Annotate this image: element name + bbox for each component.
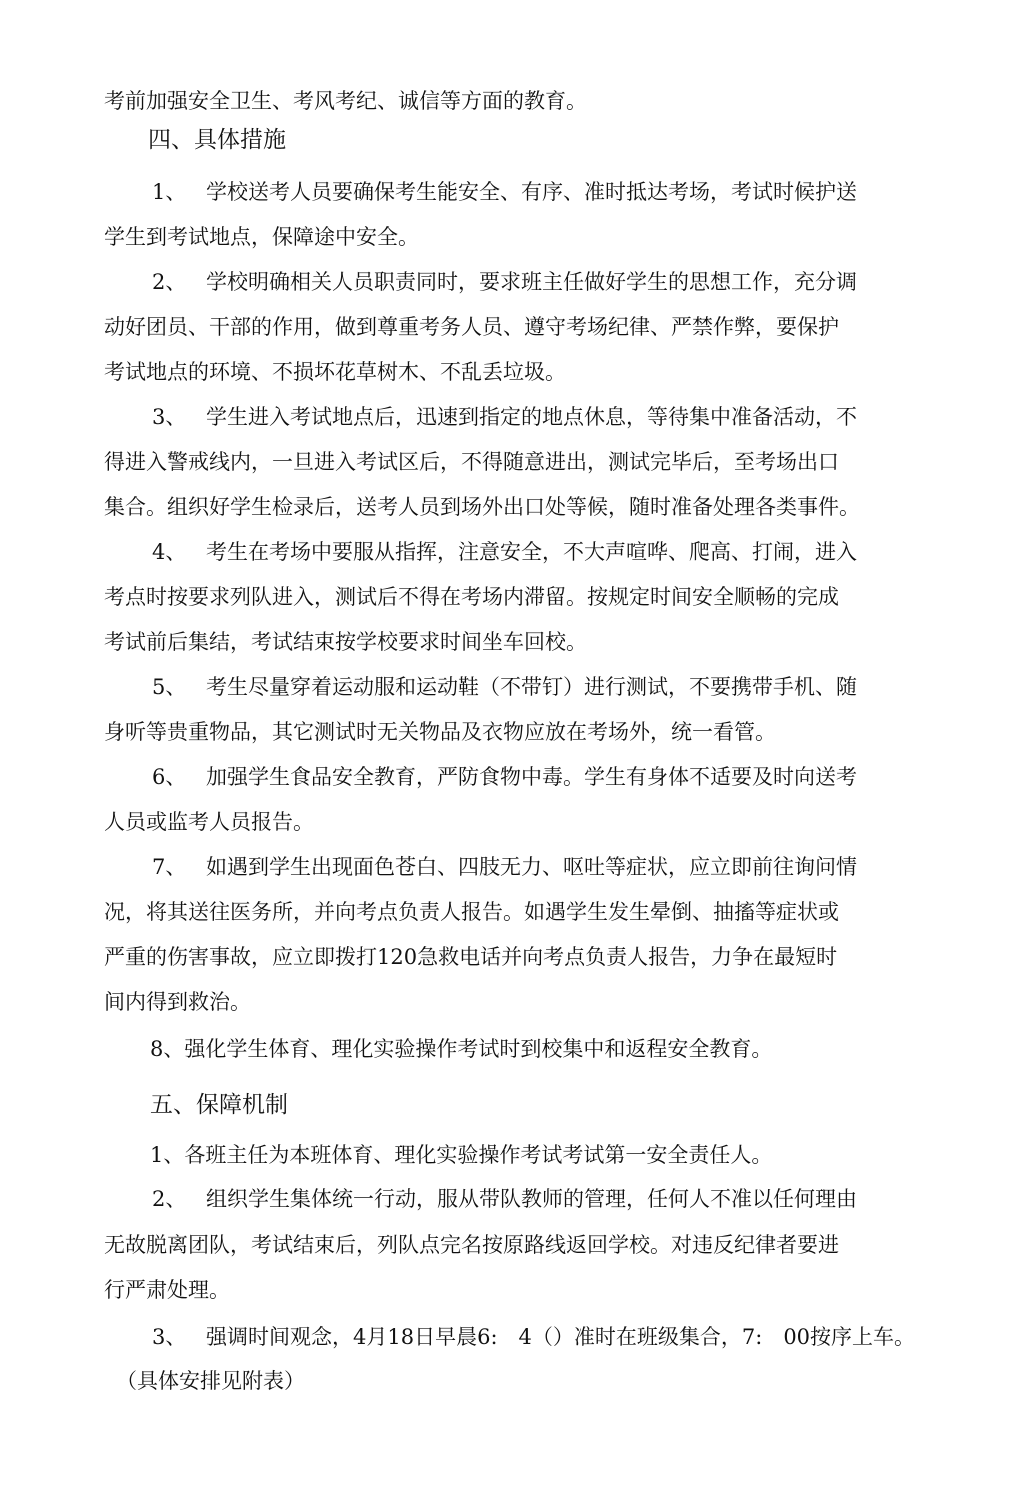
paragraph-line: 动好团员、干部的作用，做到尊重考务人员、遵守考场纪律、严禁作弊，要保护 [104, 315, 839, 339]
paragraph-line: 组织学生集体统一行动，服从带队教师的管理，任何人不准以任何理由 [206, 1187, 857, 1211]
paragraph-line: 加强学生食品安全教育，严防食物中毒。学生有身体不适要及时向送考 [206, 765, 857, 789]
paragraph-line: 考试地点的环境、不损坏花草树木、不乱丢垃圾。 [104, 360, 566, 384]
item-number: 3、 [152, 405, 187, 429]
intro-line: 考前加强安全卫生、考风考纪、诚信等方面的教育。 [104, 89, 587, 113]
paragraph-line: 学校送考人员要确保考生能安全、有序、准时抵达考场，考试时候护送 [206, 180, 857, 204]
item-number: 2、 [152, 270, 187, 294]
paragraph-line: 如遇到学生出现面色苍白、四肢无力、呕吐等症状，应立即前往询问情 [206, 855, 857, 879]
paragraph-line: 间内得到救治。 [104, 990, 251, 1014]
paragraph-line: 无故脱离团队，考试结束后，列队点完名按原路线返回学校。对违反纪律者要进 [104, 1233, 839, 1257]
paragraph-line: 考生在考场中要服从指挥，注意安全，不大声喧哗、爬高、打闹，进入 [206, 540, 857, 564]
paragraph-line: 8、强化学生体育、理化实验操作考试时到校集中和返程安全教育。 [150, 1037, 773, 1061]
paragraph-line: 人员或监考人员报告。 [104, 810, 314, 834]
paragraph-line: 集合。组织好学生检录后，送考人员到场外出口处等候，随时准备处理各类事件。 [104, 495, 860, 519]
paragraph-line: 身听等贵重物品，其它测试时无关物品及衣物应放在考场外，统一看管。 [104, 720, 776, 744]
item-number: 6、 [152, 765, 187, 789]
paragraph-line: 严重的伤害事故，应立即拨打120急救电话并向考点负责人报告，力争在最短时 [104, 945, 838, 969]
paragraph-line: 学生到考试地点，保障途中安全。 [104, 225, 419, 249]
paragraph-line: 得进入警戒线内，一旦进入考试区后，不得随意进出，测试完毕后，至考场出口 [104, 450, 839, 474]
item-number: 5、 [152, 675, 187, 699]
paragraph-line: 强调时间观念，4月18日早晨6: 4（）准时在班级集合，7: 00按序上车。 [206, 1325, 916, 1349]
item-number: 7、 [152, 855, 187, 879]
paragraph-line: （具体安排见附表） [116, 1369, 305, 1393]
paragraph-line: 考试前后集结，考试结束按学校要求时间坐车回校。 [104, 630, 587, 654]
item-number: 4、 [152, 540, 187, 564]
section-4-title: 四、具体措施 [148, 127, 286, 153]
paragraph-line: 学校明确相关人员职责同时，要求班主任做好学生的思想工作，充分调 [206, 270, 857, 294]
section-5-title: 五、保障机制 [150, 1092, 288, 1118]
item-number: 3、 [152, 1325, 187, 1349]
item-number: 1、 [152, 180, 187, 204]
item-number: 2、 [152, 1187, 187, 1211]
paragraph-line: 学生进入考试地点后，迅速到指定的地点休息，等待集中准备活动，不 [206, 405, 857, 429]
paragraph-line: 况，将其送往医务所，并向考点负责人报告。如遇学生发生晕倒、抽搐等症状或 [104, 900, 839, 924]
paragraph-line: 行严肃处理。 [104, 1278, 230, 1302]
paragraph-line: 1、各班主任为本班体育、理化实验操作考试考试第一安全责任人。 [150, 1143, 773, 1167]
paragraph-line: 考点时按要求列队进入，测试后不得在考场内滞留。按规定时间安全顺畅的完成 [104, 585, 839, 609]
paragraph-line: 考生尽量穿着运动服和运动鞋（不带钉）进行测试，不要携带手机、随 [206, 675, 857, 699]
